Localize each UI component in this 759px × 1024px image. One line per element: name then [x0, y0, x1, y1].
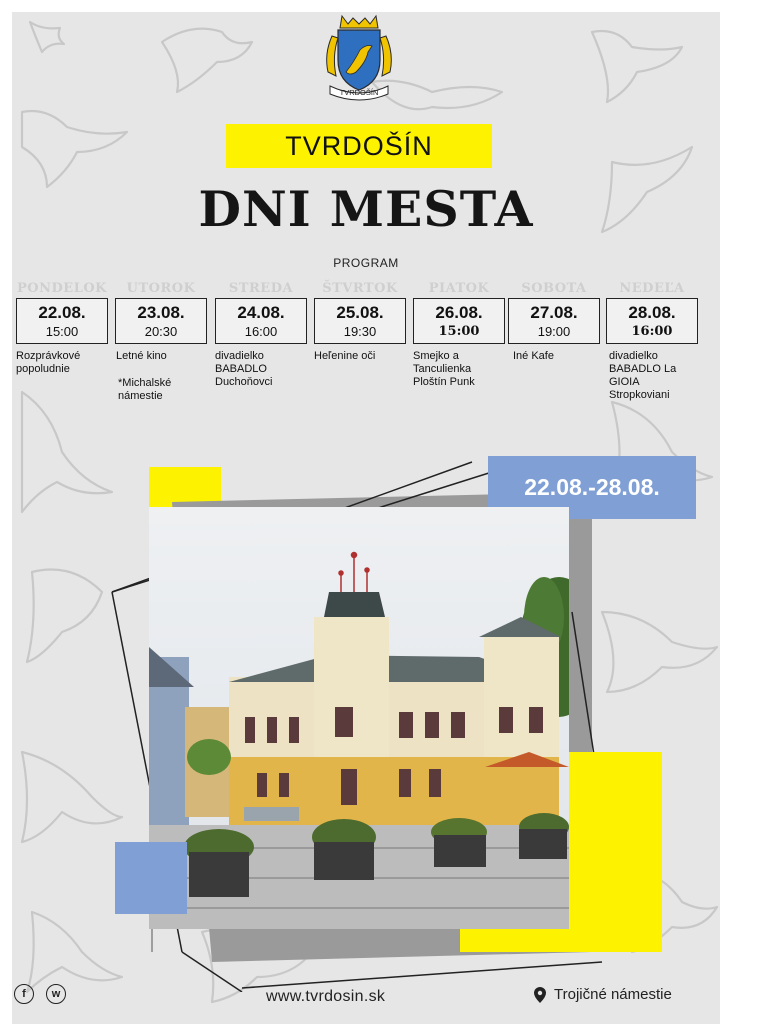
day-name: ŠTVRTOK — [322, 281, 398, 296]
event-time: 19:30 — [343, 324, 377, 339]
fox-silhouette — [162, 29, 252, 92]
day-name: NEDEĽA — [619, 281, 685, 296]
day-name: PONDELOK — [17, 281, 107, 296]
event-time: 20:30 — [144, 324, 178, 339]
event-description: Letné kino *Michalské námestie — [116, 350, 212, 403]
program-label: PROGRAM — [333, 256, 399, 270]
date-box — [215, 298, 307, 344]
date-box — [16, 298, 108, 344]
day-column-tuesday — [115, 282, 207, 344]
date-box — [508, 298, 600, 344]
event-date: 28.08. — [628, 303, 676, 322]
event-location-note: *Michalské námestie — [118, 377, 172, 402]
day-name: UTOROK — [126, 281, 196, 296]
location-pin-icon — [534, 987, 546, 1003]
blue-accent-square — [115, 842, 187, 914]
web-icon[interactable]: w — [46, 984, 66, 1004]
event-time: 19:00 — [537, 324, 571, 339]
day-column-thursday — [314, 282, 406, 344]
town-hall-photo — [149, 507, 569, 929]
fox-silhouette — [27, 570, 102, 663]
poster — [12, 12, 720, 1024]
left-margin — [0, 0, 12, 1024]
event-date: 27.08. — [530, 303, 578, 322]
event-date: 22.08. — [38, 303, 86, 322]
date-box — [314, 298, 406, 344]
event-description: divadielko BABADLO La GIOIA Stropkoviani — [609, 350, 677, 401]
day-name: SOBOTA — [521, 281, 587, 296]
day-name: PIATOK — [428, 281, 490, 296]
day-column-monday — [16, 282, 108, 344]
fox-silhouette — [22, 111, 127, 187]
date-range-badge: 22.08.-28.08. — [488, 456, 696, 519]
day-column-sunday — [606, 282, 698, 344]
event-description: Heľenine oči — [314, 350, 376, 362]
event-time: 16:00 — [631, 324, 673, 339]
event-date: 25.08. — [336, 303, 384, 322]
event-date: 23.08. — [137, 303, 185, 322]
event-date: 26.08. — [435, 303, 483, 322]
event-date: 24.08. — [237, 303, 285, 322]
event-time: 15:00 — [45, 324, 79, 339]
date-box — [606, 298, 698, 344]
town-crest-logo — [316, 12, 402, 104]
location-text: Trojičné námestie — [554, 986, 672, 1003]
event-time: 16:00 — [244, 324, 278, 339]
location — [534, 986, 672, 1003]
fox-silhouette — [592, 31, 682, 102]
event-time: 15:00 — [438, 324, 480, 339]
fox-silhouette — [30, 22, 64, 52]
town-name-banner: TVRDOŠÍN — [226, 124, 492, 168]
day-column-saturday — [508, 282, 600, 344]
date-box — [115, 298, 207, 344]
event-description: Rozprávkové popoludnie — [16, 350, 81, 375]
event-description: Iné Kafe — [513, 350, 554, 362]
event-description: divadielko BABADLO Duchoňovci — [215, 350, 273, 388]
event-description: Smejko a Tanculienka Ploštín Punk — [413, 350, 475, 388]
day-column-wednesday — [215, 282, 307, 344]
day-name: STREDA — [228, 281, 294, 296]
facebook-icon[interactable]: f — [14, 984, 34, 1004]
day-column-friday — [413, 282, 505, 344]
crest-label: TVRDOŠÍN — [339, 88, 379, 97]
page-title: DNI MESTA — [198, 180, 534, 238]
website-link[interactable]: www.tvrdosin.sk — [266, 988, 386, 1005]
date-box — [413, 298, 505, 344]
